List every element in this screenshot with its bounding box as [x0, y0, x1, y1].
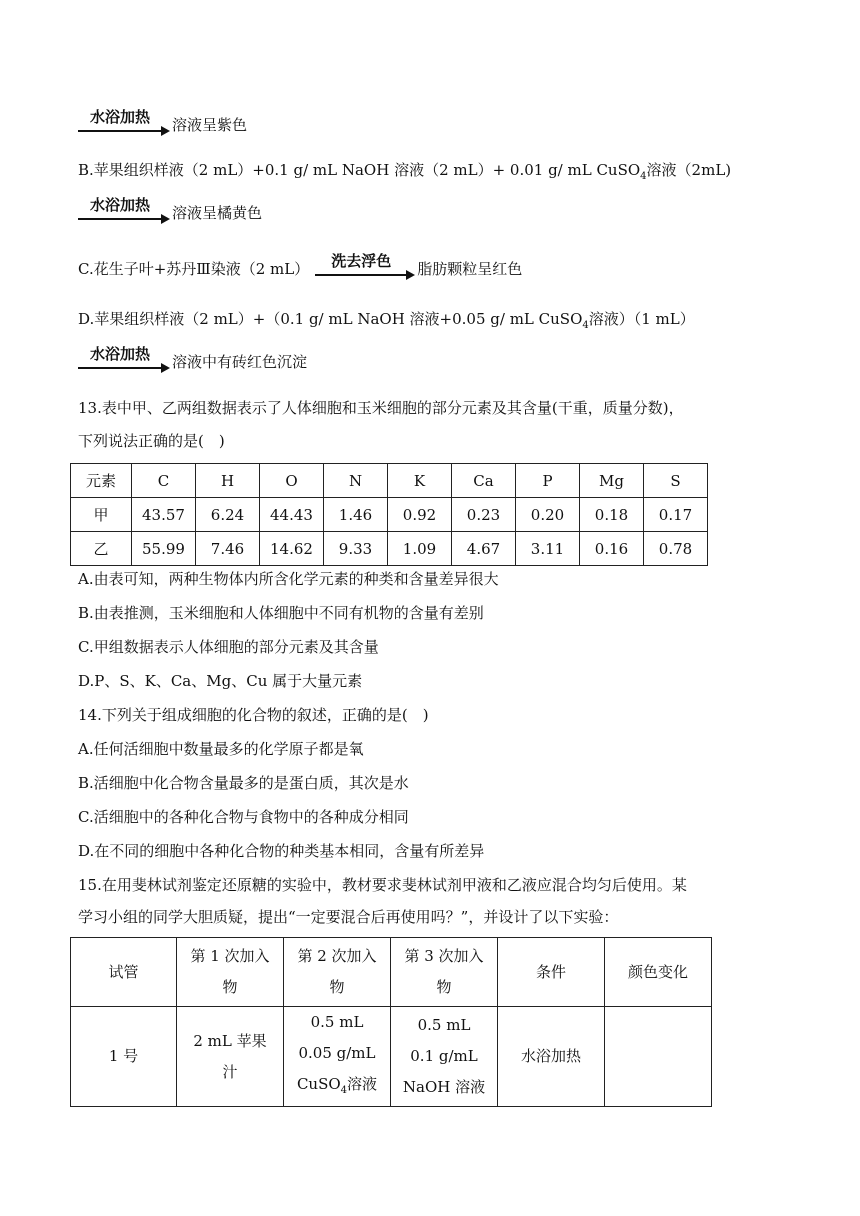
table-header-cell: N [324, 464, 388, 498]
option-d-result-line [78, 345, 307, 373]
arrow-shaft [78, 130, 164, 132]
table-cell: 0.78 [644, 532, 708, 566]
question-14-option-d: D.在不同的细胞中各种化合物的种类基本相同，含量有所差异 [78, 842, 485, 860]
table-cell: 0.20 [516, 498, 580, 532]
option-b [78, 159, 731, 188]
table-header-row [71, 464, 708, 498]
arrow-shaft [78, 367, 164, 369]
table-header-cell: 试管 [71, 938, 177, 1007]
header-line: 物 [329, 978, 345, 996]
option-d-text-end: 溶液）（1 mL） [588, 310, 695, 328]
table-cell: 1 号 [71, 1007, 177, 1107]
table-cell [177, 1007, 284, 1107]
question-14-option-b: B.活细胞中化合物含量最多的是蛋白质，其次是水 [78, 774, 409, 792]
arrow-head-icon [161, 363, 170, 373]
table-header-cell: 条件 [498, 938, 605, 1007]
element-table [70, 463, 708, 566]
table-cell: 1.09 [388, 532, 452, 566]
question-14-option-c: C.活细胞中的各种化合物与食物中的各种成分相同 [78, 808, 409, 826]
cell-line: 0.05 g/mL [298, 1044, 376, 1062]
table-header-cell: 颜色变化 [605, 938, 712, 1007]
cell-line: 2 mL 苹果 [193, 1031, 267, 1050]
table-header-cell [284, 938, 391, 1007]
cell-line: NaOH 溶液 [402, 1078, 486, 1096]
reaction-arrow [78, 196, 170, 224]
table-cell: 1.46 [324, 498, 388, 532]
table-header-cell: C [132, 464, 196, 498]
table-row [71, 1007, 712, 1107]
option-d-text: D.苹果组织样液（2 mL）+（0.1 g/ mL NaOH 溶液+0.05 g/ mL CuSO [78, 310, 583, 328]
arrow-label: 洗去浮色 [331, 252, 392, 270]
table-cell: 3.11 [516, 532, 580, 566]
table-header-cell: Mg [580, 464, 644, 498]
table-cell: 14.62 [260, 532, 324, 566]
table-header-cell [177, 938, 284, 1007]
table-cell: 7.46 [196, 532, 260, 566]
table-cell: 43.57 [132, 498, 196, 532]
table-cell: 甲 [71, 498, 132, 532]
table-cell: 0.18 [580, 498, 644, 532]
cell-line: 汁 [222, 1062, 238, 1081]
table-cell: 水浴加热 [498, 1007, 605, 1107]
table-row [71, 498, 708, 532]
arrow-shaft [78, 218, 164, 220]
question-13-option-d: D.P、S、K、Ca、Mg、Cu 属于大量元素 [78, 672, 363, 690]
arrow-result: 溶液中有砖红色沉淀 [172, 353, 308, 371]
option-b-result-line [78, 196, 262, 224]
arrow-head-icon [161, 214, 170, 224]
header-line: 物 [222, 978, 238, 996]
question-14-option-a: A.任何活细胞中数量最多的化学原子都是氧 [78, 740, 364, 758]
question-13-option-b: B.由表推测，玉米细胞和人体细胞中不同有机物的含量有差别 [78, 604, 484, 622]
header-line: 第 2 次加入 [297, 947, 377, 965]
header-line: 第 1 次加入 [190, 947, 270, 965]
table-cell [391, 1007, 498, 1107]
question-13-option-c: C.甲组数据表示人体细胞的部分元素及其含量 [78, 638, 379, 656]
cell-text: 溶液 [347, 1075, 378, 1093]
table-cell: 9.33 [324, 532, 388, 566]
table-header-row [71, 938, 712, 1007]
table-header-cell: K [388, 464, 452, 498]
cell-line: 0.5 mL [417, 1016, 471, 1034]
table-header-cell: H [196, 464, 260, 498]
table-header-cell: S [644, 464, 708, 498]
question-13-stem-cont: 下列说法正确的是( ) [78, 432, 225, 450]
option-a-result-line [78, 108, 247, 136]
header-line: 第 3 次加入 [404, 947, 484, 965]
cell-subscript: 4 [340, 1085, 348, 1096]
arrow-label: 水浴加热 [89, 196, 150, 214]
table-cell: 0.92 [388, 498, 452, 532]
arrow-shaft [315, 274, 409, 276]
option-d-subscript: 4 [582, 320, 589, 331]
experiment-table [70, 937, 712, 1107]
arrow-result: 溶液呈橘黄色 [172, 204, 263, 222]
table-header-cell: Ca [452, 464, 516, 498]
option-b-text: B.苹果组织样液（2 mL）+0.1 g/ mL NaOH 溶液（2 mL）+ 0.01 g/ mL CuSO [78, 161, 641, 179]
cell-line [284, 1069, 390, 1106]
reaction-arrow [78, 345, 170, 373]
table-header-cell: O [260, 464, 324, 498]
header-line: 物 [436, 978, 452, 996]
table-cell: 乙 [71, 532, 132, 566]
question-13-option-a: A.由表可知，两种生物体内所含化学元素的种类和含量差异很大 [78, 570, 499, 588]
arrow-label: 水浴加热 [89, 108, 150, 126]
cell-line: 0.1 g/mL [410, 1047, 478, 1065]
arrow-result: 脂肪颗粒呈红色 [417, 260, 523, 278]
arrow-head-icon [161, 126, 170, 136]
arrow-label: 水浴加热 [89, 345, 150, 363]
arrow-head-icon [406, 270, 415, 280]
table-cell: 0.23 [452, 498, 516, 532]
question-15-stem: 15.在用斐林试剂鉴定还原糖的实验中，教材要求斐林试剂甲液和乙液应混合均匀后使用。某 [78, 876, 687, 894]
question-14-stem: 14.下列关于组成细胞的化合物的叙述，正确的是( ) [78, 706, 429, 724]
table-cell: 55.99 [132, 532, 196, 566]
question-13-stem: 13.表中甲、乙两组数据表示了人体细胞和玉米细胞的部分元素及其含量(干重，质量分数)， [78, 399, 684, 417]
table-cell [605, 1007, 712, 1107]
table-cell: 6.24 [196, 498, 260, 532]
table-header-cell [391, 938, 498, 1007]
cell-text: CuSO [296, 1075, 341, 1093]
table-cell: 4.67 [452, 532, 516, 566]
table-header-cell: P [516, 464, 580, 498]
table-row [71, 532, 708, 566]
table-cell: 0.16 [580, 532, 644, 566]
option-c [78, 252, 522, 280]
reaction-arrow [78, 108, 170, 136]
table-cell: 44.43 [260, 498, 324, 532]
reaction-arrow [315, 252, 415, 280]
option-b-subscript: 4 [640, 171, 647, 182]
table-cell [284, 1007, 391, 1107]
option-c-text: C.花生子叶+苏丹Ⅲ染液（2 mL） [78, 260, 310, 278]
question-15-stem-cont: 学习小组的同学大胆质疑，提出“一定要混合后再使用吗？”，并设计了以下实验： [78, 908, 619, 926]
option-d [78, 308, 695, 337]
table-header-cell: 元素 [71, 464, 132, 498]
table-cell: 0.17 [644, 498, 708, 532]
arrow-result: 溶液呈紫色 [172, 116, 248, 134]
cell-line: 0.5 mL [310, 1013, 364, 1031]
option-b-text-end: 溶液（2mL) [646, 161, 732, 179]
